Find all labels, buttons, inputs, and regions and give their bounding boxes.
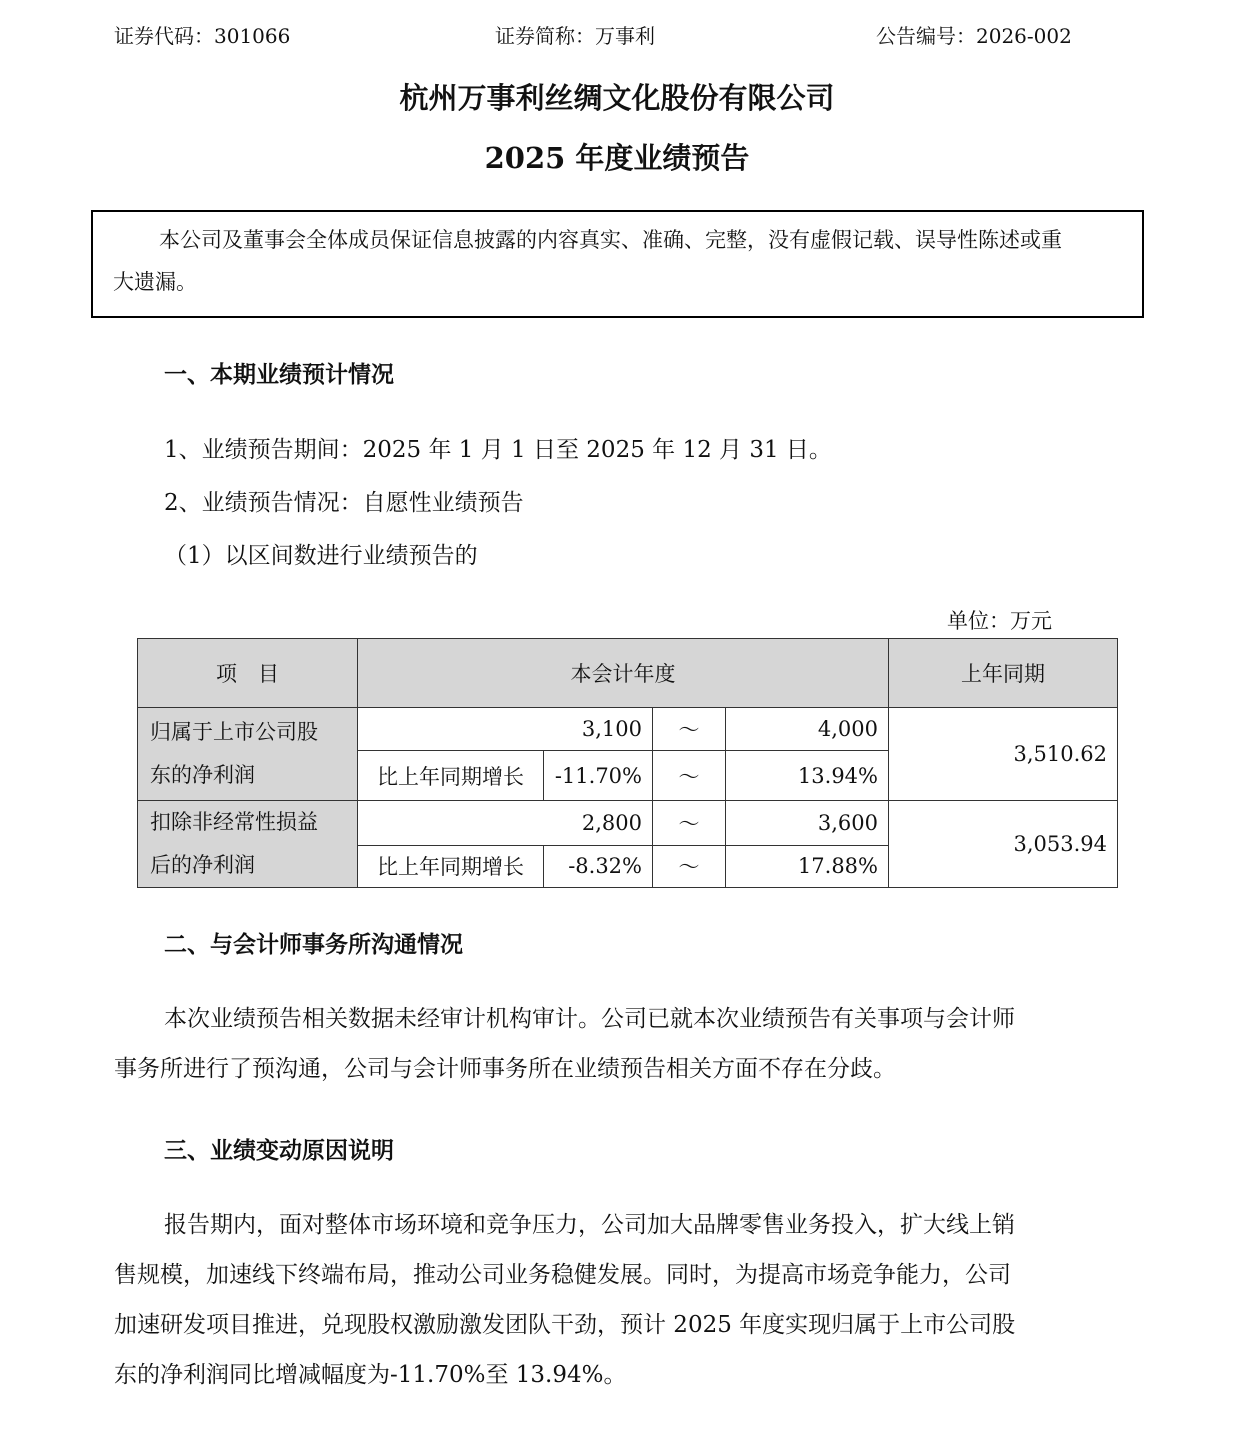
section-2-line-2: 事务所进行了预沟通，公司与会计师事务所在业绩预告相关方面不存在分歧。 (114, 1056, 896, 1082)
section-2-heading: 二、与会计师事务所沟通情况 (164, 931, 463, 958)
unit-label: 单位：万元 (947, 609, 1052, 633)
range-separator: ～ (653, 845, 726, 888)
stock-name: 证券简称：万事利 (495, 24, 655, 48)
performance-table (137, 638, 1118, 888)
prior-value: 3,510.62 (889, 708, 1118, 801)
row-label (138, 801, 358, 888)
header-prior-year: 上年同期 (889, 639, 1118, 708)
forecast-type: 2、业绩预告情况：自愿性业绩预告 (164, 490, 524, 516)
table-row (138, 708, 1118, 751)
header-item: 项 目 (138, 639, 358, 708)
growth-label: 比上年同期增长 (358, 751, 544, 801)
row-label-line-2: 东的净利润 (150, 763, 255, 787)
section-3-heading: 三、业绩变动原因说明 (164, 1137, 394, 1164)
growth-high: 17.88% (726, 845, 889, 888)
stock-code: 证券代码：301066 (114, 24, 291, 48)
prior-value: 3,053.94 (889, 801, 1118, 888)
section-2-line-1: 本次业绩预告相关数据未经审计机构审计。公司已就本次业绩预告有关事项与会计师 (164, 1006, 1015, 1032)
growth-low: -8.32% (544, 845, 653, 888)
value-low: 3,100 (358, 708, 653, 751)
company-title: 杭州万事利丝绸文化股份有限公司 (399, 81, 835, 115)
disclaimer-box (91, 210, 1144, 318)
disclaimer-line-2: 大遗漏。 (113, 270, 197, 294)
disclaimer-line-1: 本公司及董事会全体成员保证信息披露的内容真实、准确、完整，没有虚假记载、误导性陈述或重 (159, 228, 1062, 252)
section-3-line-3: 加速研发项目推进，兑现股权激励激发团队干劲，预计 2025 年度实现归属于上市公司股 (114, 1312, 1016, 1338)
announcement-number: 公告编号：2026-002 (876, 24, 1072, 48)
row-label-line-1: 归属于上市公司股 (150, 720, 318, 744)
section-3-line-1: 报告期内，面对整体市场环境和竞争压力，公司加大品牌零售业务投入，扩大线上销 (164, 1212, 1015, 1238)
section-3-line-4: 东的净利润同比增减幅度为-11.70%至 13.94%。 (114, 1362, 627, 1388)
value-high: 4,000 (726, 708, 889, 751)
range-separator: ～ (653, 708, 726, 751)
row-label-line-1: 扣除非经常性损益 (150, 810, 318, 834)
table-header-row (138, 639, 1118, 708)
forecast-method: （1）以区间数进行业绩预告的 (164, 543, 478, 569)
table-row (138, 801, 1118, 846)
range-separator: ～ (653, 801, 726, 846)
section-1-heading: 一、本期业绩预计情况 (164, 361, 394, 388)
forecast-period: 1、业绩预告期间：2025 年 1 月 1 日至 2025 年 12 月 31 日。 (164, 437, 832, 463)
row-label (138, 708, 358, 801)
row-label-line-2: 后的净利润 (150, 853, 255, 877)
value-low: 2,800 (358, 801, 653, 846)
report-title: 2025 年度业绩预告 (484, 141, 750, 175)
growth-high: 13.94% (726, 751, 889, 801)
header-current-year: 本会计年度 (358, 639, 889, 708)
section-3-line-2: 售规模，加速线下终端布局，推动公司业务稳健发展。同时，为提高市场竞争能力，公司 (114, 1262, 1011, 1288)
range-separator: ～ (653, 751, 726, 801)
value-high: 3,600 (726, 801, 889, 846)
growth-low: -11.70% (544, 751, 653, 801)
growth-label: 比上年同期增长 (358, 845, 544, 888)
